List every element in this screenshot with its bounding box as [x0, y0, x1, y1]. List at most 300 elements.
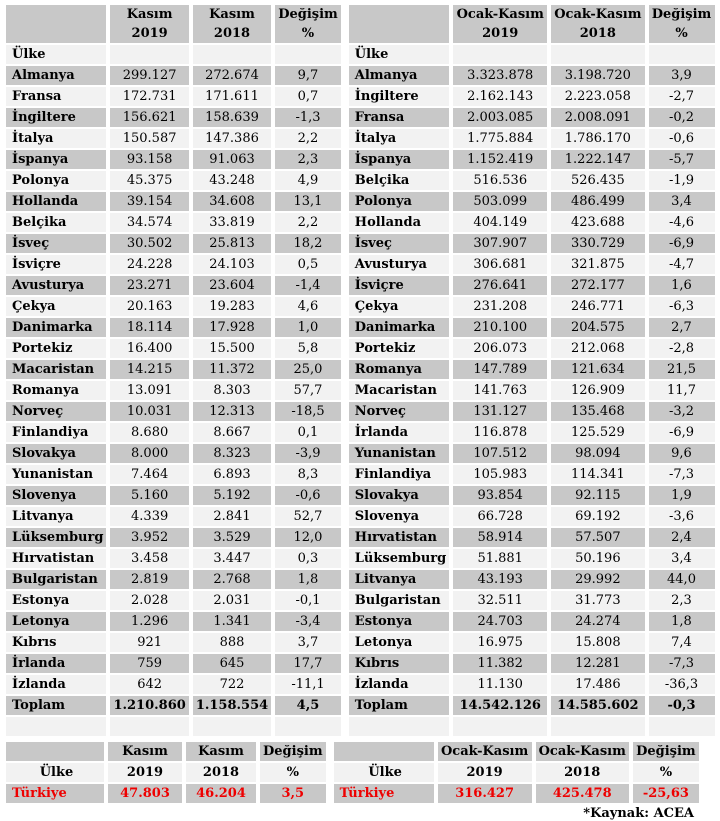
table-row — [6, 297, 341, 316]
value-2018-cell: 12.281 — [551, 654, 644, 673]
value-2019-cell: 759 — [110, 654, 188, 673]
country-cell: Bulgaristan — [6, 570, 106, 589]
value-2018-cell: 1.222.147 — [551, 150, 644, 169]
value-2018-cell: 486.499 — [551, 192, 644, 211]
value-2019-cell: 141.763 — [453, 381, 547, 400]
table-row — [349, 108, 715, 127]
change-cell: 11,7 — [649, 381, 715, 400]
value-2018-cell: 19.283 — [193, 297, 271, 316]
ytd-header-row — [349, 5, 715, 43]
value-2019-cell: 14.215 — [110, 360, 188, 379]
table-row — [6, 339, 341, 358]
value-2019-cell: 24.228 — [110, 255, 188, 274]
header-line: % — [675, 26, 688, 41]
header-line: 2019 — [482, 26, 519, 41]
change-cell: 0,1 — [275, 423, 341, 442]
value-2018-cell: 114.341 — [551, 465, 644, 484]
header-line: Kasım — [209, 7, 255, 22]
country-cell: Türkiye — [6, 784, 104, 803]
table-row — [349, 339, 715, 358]
country-cell: Finlandiya — [6, 423, 106, 442]
country-cell: Avusturya — [6, 276, 106, 295]
value-2018-cell: 1.341 — [193, 612, 271, 631]
table-row — [349, 654, 715, 673]
value-2019-cell: 3.458 — [110, 549, 188, 568]
country-cell: Almanya — [349, 66, 449, 85]
change-cell: -0,6 — [649, 129, 715, 148]
country-cell: İzlanda — [6, 675, 106, 694]
country-cell — [6, 742, 104, 761]
change-cell: 2,3 — [649, 591, 715, 610]
value-2019-cell: 30.502 — [110, 234, 188, 253]
value-2018-cell: 158.639 — [193, 108, 271, 127]
monthly-registrations-table — [2, 3, 345, 738]
value-2018-cell: 147.386 — [193, 129, 271, 148]
country-cell: Belçika — [6, 213, 106, 232]
country-cell: Polonya — [6, 171, 106, 190]
country-cell: Danimarka — [349, 318, 449, 337]
table-row — [349, 171, 715, 190]
value-2018-cell: 2.768 — [193, 570, 271, 589]
table-row — [6, 360, 341, 379]
value-2018-cell: 330.729 — [551, 234, 644, 253]
turkey-header-bottom-row — [6, 763, 326, 782]
country-cell: İspanya — [349, 150, 449, 169]
change-cell: -6,9 — [649, 423, 715, 442]
value-2018-cell: 2.008.091 — [551, 108, 644, 127]
value-2018-cell: 2.841 — [193, 507, 271, 526]
table-row — [6, 276, 341, 295]
change-cell: -1,3 — [275, 108, 341, 127]
table-row — [349, 150, 715, 169]
change-cell — [275, 717, 341, 736]
value-2018-cell: 34.608 — [193, 192, 271, 211]
value-2018-cell: 3.529 — [193, 528, 271, 547]
change-cell: % — [633, 763, 699, 782]
change-cell: 57,7 — [275, 381, 341, 400]
country-cell: Hırvatistan — [6, 549, 106, 568]
value-2019-cell: 14.542.126 — [453, 696, 547, 715]
value-2019-cell: 503.099 — [453, 192, 547, 211]
change-cell: -5,7 — [649, 150, 715, 169]
country-cell: Hırvatistan — [349, 528, 449, 547]
value-2018-cell: 1.786.170 — [551, 129, 644, 148]
value-2019-cell: 306.681 — [453, 255, 547, 274]
table-row — [6, 423, 341, 442]
total-row — [349, 696, 715, 715]
table-row — [349, 507, 715, 526]
change-cell: -4,6 — [649, 213, 715, 232]
change-cell: 25,0 — [275, 360, 341, 379]
value-2018-cell: 3.198.720 — [551, 66, 644, 85]
table-row — [6, 591, 341, 610]
table-row — [6, 633, 341, 652]
change-cell: 17,7 — [275, 654, 341, 673]
change-cell: -7,3 — [649, 654, 715, 673]
value-2019-cell: 921 — [110, 633, 188, 652]
change-cell: -0,1 — [275, 591, 341, 610]
country-cell: Ülke — [6, 763, 104, 782]
change-cell: 1,8 — [275, 570, 341, 589]
value-2019-cell: 516.536 — [453, 171, 547, 190]
value-2019-cell: 2.819 — [110, 570, 188, 589]
table-row — [6, 675, 341, 694]
total-row — [6, 696, 341, 715]
change-cell: % — [260, 763, 326, 782]
country-cell: Kıbrıs — [6, 633, 106, 652]
change-cell: -0,6 — [275, 486, 341, 505]
value-2018-cell: 43.248 — [193, 171, 271, 190]
country-cell: İspanya — [6, 150, 106, 169]
table-row — [6, 549, 341, 568]
country-cell: İzlanda — [349, 675, 449, 694]
empty-cell — [453, 45, 547, 64]
change-cell: 2,4 — [649, 528, 715, 547]
value-2018-cell: 212.068 — [551, 339, 644, 358]
ytd-country-label-row — [349, 45, 715, 64]
value-2018-cell: 23.604 — [193, 276, 271, 295]
value-2018-cell: 50.196 — [551, 549, 644, 568]
value-2019-cell: 8.680 — [110, 423, 188, 442]
country-cell: İngiltere — [349, 87, 449, 106]
country-cell: İsviçre — [6, 255, 106, 274]
turkey-header-top-row — [334, 742, 699, 761]
table-row — [349, 528, 715, 547]
value-2019-cell: 210.100 — [453, 318, 547, 337]
turkey-tables-row — [2, 740, 720, 805]
change-cell: -3,2 — [649, 402, 715, 421]
value-2018-cell: 423.688 — [551, 213, 644, 232]
country-cell — [349, 717, 449, 736]
change-cell: 3,9 — [649, 66, 715, 85]
table-row — [349, 423, 715, 442]
change-cell: 5,8 — [275, 339, 341, 358]
change-cell: 2,2 — [275, 213, 341, 232]
value-2018-cell: 526.435 — [551, 171, 644, 190]
change-cell: 12,0 — [275, 528, 341, 547]
value-2018-cell: 2018 — [186, 763, 256, 782]
change-cell: 9,7 — [275, 66, 341, 85]
table-row — [349, 570, 715, 589]
value-2019-cell: 1.152.419 — [453, 150, 547, 169]
country-cell: Çekya — [349, 297, 449, 316]
change-cell: -1,9 — [649, 171, 715, 190]
table-row — [349, 675, 715, 694]
value-2018-cell: 888 — [193, 633, 271, 652]
country-cell: Türkiye — [334, 784, 434, 803]
value-2019-cell: 316.427 — [438, 784, 532, 803]
country-cell: Romanya — [349, 360, 449, 379]
value-2018-cell: 15.808 — [551, 633, 644, 652]
country-cell: İngiltere — [6, 108, 106, 127]
turkey-ytd-table — [330, 740, 703, 805]
value-2018-cell: 321.875 — [551, 255, 644, 274]
table-row — [349, 402, 715, 421]
change-cell: 21,5 — [649, 360, 715, 379]
value-2018-cell: 204.575 — [551, 318, 644, 337]
value-2019-cell: 11.130 — [453, 675, 547, 694]
country-cell: Çekya — [6, 297, 106, 316]
table-row — [349, 591, 715, 610]
header-line: Kasım — [126, 7, 173, 22]
main-tables-row — [2, 3, 720, 738]
value-2018-cell: 98.094 — [551, 444, 644, 463]
value-2018-cell: 425.478 — [536, 784, 629, 803]
value-2018-cell: 11.372 — [193, 360, 271, 379]
value-2018-cell: 3.447 — [193, 549, 271, 568]
value-2019-cell: 11.382 — [453, 654, 547, 673]
change-cell: 9,6 — [649, 444, 715, 463]
monthly-header-change-cell — [275, 5, 341, 43]
value-2019-cell: 16.975 — [453, 633, 547, 652]
value-2019-cell: 404.149 — [453, 213, 547, 232]
header-line: Ocak-Kasım — [456, 7, 544, 22]
table-row — [6, 255, 341, 274]
header-line: 2018 — [579, 26, 616, 41]
value-2018-cell: 171.611 — [193, 87, 271, 106]
country-cell: Letonya — [349, 633, 449, 652]
spacer-row — [349, 717, 715, 736]
turkey-header-top-row — [6, 742, 326, 761]
change-cell: 52,7 — [275, 507, 341, 526]
ytd-header-2018-cell — [551, 5, 644, 43]
value-2018-cell: 2.031 — [193, 591, 271, 610]
value-2019-cell: 107.512 — [453, 444, 547, 463]
country-cell: Avusturya — [349, 255, 449, 274]
table-row — [349, 465, 715, 484]
change-cell: -3,4 — [275, 612, 341, 631]
change-cell: 18,2 — [275, 234, 341, 253]
header-line: Değişim — [278, 7, 338, 22]
country-cell: Portekiz — [6, 339, 106, 358]
table-row — [6, 507, 341, 526]
value-2018-cell: 91.063 — [193, 150, 271, 169]
value-2018-cell: 57.507 — [551, 528, 644, 547]
value-2018-cell: 8.303 — [193, 381, 271, 400]
value-2019-cell: 93.854 — [453, 486, 547, 505]
change-cell: 4,9 — [275, 171, 341, 190]
change-cell: -2,7 — [649, 87, 715, 106]
country-cell: Bulgaristan — [349, 591, 449, 610]
monthly-header-country-cell — [6, 5, 106, 43]
value-2018-cell: 722 — [193, 675, 271, 694]
value-2018-cell: 1.158.554 — [193, 696, 271, 715]
value-2018-cell: 6.893 — [193, 465, 271, 484]
table-row — [349, 87, 715, 106]
country-cell: Lüksemburg — [349, 549, 449, 568]
value-2019-cell: 231.208 — [453, 297, 547, 316]
table-row — [6, 66, 341, 85]
value-2019-cell: 299.127 — [110, 66, 188, 85]
country-cell: Fransa — [6, 87, 106, 106]
empty-cell — [649, 45, 715, 64]
value-2019-cell: Ocak-Kasım — [438, 742, 532, 761]
country-cell: İrlanda — [349, 423, 449, 442]
ytd-header-2019-cell — [453, 5, 547, 43]
value-2019-cell: 3.952 — [110, 528, 188, 547]
value-2018-cell: 272.674 — [193, 66, 271, 85]
value-2019-cell — [110, 717, 188, 736]
value-2018-cell: 12.313 — [193, 402, 271, 421]
country-cell: Almanya — [6, 66, 106, 85]
value-2018-cell: 29.992 — [551, 570, 644, 589]
country-cell: Hollanda — [349, 213, 449, 232]
table-row — [349, 486, 715, 505]
change-cell: 44,0 — [649, 570, 715, 589]
country-cell: Yunanistan — [6, 465, 106, 484]
table-row — [349, 255, 715, 274]
table-row — [349, 297, 715, 316]
country-cell: Litvanya — [349, 570, 449, 589]
value-2018-cell: 8.323 — [193, 444, 271, 463]
table-row — [349, 318, 715, 337]
change-cell: -25,63 — [633, 784, 699, 803]
value-2019-cell: 58.914 — [453, 528, 547, 547]
empty-cell — [110, 45, 188, 64]
country-label: Ülke — [6, 45, 106, 64]
value-2018-cell: Ocak-Kasım — [536, 742, 629, 761]
table-row — [6, 381, 341, 400]
country-cell: Belçika — [349, 171, 449, 190]
table-row — [349, 444, 715, 463]
country-cell: Estonya — [6, 591, 106, 610]
value-2019-cell: 66.728 — [453, 507, 547, 526]
value-2019-cell — [453, 717, 547, 736]
table-row — [6, 129, 341, 148]
value-2018-cell — [193, 717, 271, 736]
value-2018-cell — [551, 717, 644, 736]
country-cell: Polonya — [349, 192, 449, 211]
table-row — [6, 654, 341, 673]
value-2018-cell: 69.192 — [551, 507, 644, 526]
value-2019-cell: 24.703 — [453, 612, 547, 631]
table-row — [6, 87, 341, 106]
change-cell: -3,6 — [649, 507, 715, 526]
change-cell: -0,3 — [649, 696, 715, 715]
value-2019-cell: 13.091 — [110, 381, 188, 400]
value-2019-cell: 16.400 — [110, 339, 188, 358]
country-cell: Slovenya — [349, 507, 449, 526]
country-cell: İsveç — [6, 234, 106, 253]
value-2019-cell: 51.881 — [453, 549, 547, 568]
country-cell: İrlanda — [6, 654, 106, 673]
change-cell — [649, 717, 715, 736]
value-2019-cell: 45.375 — [110, 171, 188, 190]
change-cell: -0,2 — [649, 108, 715, 127]
country-cell: Macaristan — [349, 381, 449, 400]
change-cell: 2,7 — [649, 318, 715, 337]
table-row — [349, 633, 715, 652]
value-2019-cell: 10.031 — [110, 402, 188, 421]
value-2018-cell: 92.115 — [551, 486, 644, 505]
country-cell: Ülke — [334, 763, 434, 782]
table-row — [349, 129, 715, 148]
change-cell: Değişim — [633, 742, 699, 761]
country-cell: Litvanya — [6, 507, 106, 526]
ytd-header-change-cell — [649, 5, 715, 43]
table-row — [349, 549, 715, 568]
value-2019-cell: 150.587 — [110, 129, 188, 148]
turkey-header-bottom-row — [334, 763, 699, 782]
spacer-row — [6, 717, 341, 736]
value-2019-cell: 276.641 — [453, 276, 547, 295]
value-2018-cell: 5.192 — [193, 486, 271, 505]
value-2019-cell: 147.789 — [453, 360, 547, 379]
table-row — [6, 318, 341, 337]
country-cell: Slovakya — [349, 486, 449, 505]
value-2019-cell: Kasım — [108, 742, 182, 761]
value-2019-cell: 23.271 — [110, 276, 188, 295]
country-label: Ülke — [349, 45, 449, 64]
value-2019-cell: 2.003.085 — [453, 108, 547, 127]
change-cell: 0,7 — [275, 87, 341, 106]
country-cell: Toplam — [349, 696, 449, 715]
table-row — [6, 234, 341, 253]
ytd-registrations-table — [345, 3, 719, 738]
change-cell: -11,1 — [275, 675, 341, 694]
value-2019-cell: 307.907 — [453, 234, 547, 253]
country-cell: İsveç — [349, 234, 449, 253]
header-line: 2018 — [213, 26, 251, 41]
change-cell: -2,8 — [649, 339, 715, 358]
change-cell: 3,4 — [649, 549, 715, 568]
value-2019-cell: 2.028 — [110, 591, 188, 610]
turkey-monthly-table — [2, 740, 330, 805]
change-cell: 8,3 — [275, 465, 341, 484]
monthly-header-2018-cell — [193, 5, 271, 43]
empty-cell — [275, 45, 341, 64]
header-line: 2019 — [131, 26, 168, 41]
table-row — [6, 444, 341, 463]
table-row — [349, 66, 715, 85]
change-cell: -6,9 — [649, 234, 715, 253]
table-row — [6, 171, 341, 190]
table-row — [6, 402, 341, 421]
value-2018-cell: 121.634 — [551, 360, 644, 379]
change-cell: -6,3 — [649, 297, 715, 316]
value-2018-cell: 126.909 — [551, 381, 644, 400]
table-row — [349, 276, 715, 295]
value-2018-cell: Kasım — [186, 742, 256, 761]
country-cell: Finlandiya — [349, 465, 449, 484]
value-2019-cell: 18.114 — [110, 318, 188, 337]
country-cell: Yunanistan — [349, 444, 449, 463]
value-2018-cell: 2.223.058 — [551, 87, 644, 106]
table-row — [349, 234, 715, 253]
value-2018-cell: 17.486 — [551, 675, 644, 694]
table-row — [6, 213, 341, 232]
value-2019-cell: 105.983 — [453, 465, 547, 484]
empty-cell — [193, 45, 271, 64]
empty-cell — [551, 45, 644, 64]
change-cell: 1,8 — [649, 612, 715, 631]
country-cell: Letonya — [6, 612, 106, 631]
value-2018-cell: 25.813 — [193, 234, 271, 253]
header-line: Değişim — [651, 7, 712, 22]
value-2019-cell: 2019 — [108, 763, 182, 782]
table-row — [349, 213, 715, 232]
country-cell: İtalya — [6, 129, 106, 148]
change-cell: 1,9 — [649, 486, 715, 505]
country-cell: İtalya — [349, 129, 449, 148]
change-cell: 13,1 — [275, 192, 341, 211]
ytd-header-country-cell — [349, 5, 449, 43]
value-2019-cell: 2019 — [438, 763, 532, 782]
value-2018-cell: 17.928 — [193, 318, 271, 337]
change-cell: 0,5 — [275, 255, 341, 274]
change-cell: 4,6 — [275, 297, 341, 316]
change-cell: -18,5 — [275, 402, 341, 421]
